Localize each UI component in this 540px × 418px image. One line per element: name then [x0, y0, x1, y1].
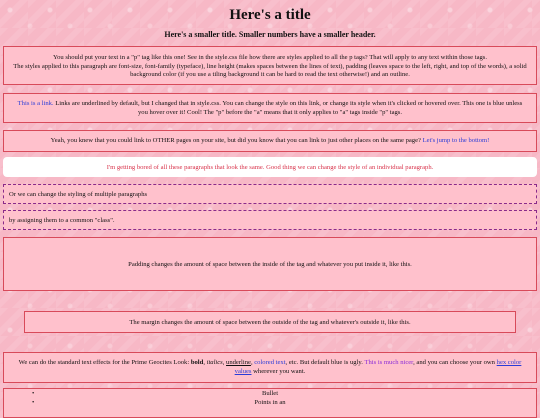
paragraph-anchor — [3, 130, 537, 152]
hex-color-values-link[interactable]: hex color values — [234, 359, 522, 375]
nicer-color-text: This is much nicer — [364, 359, 414, 366]
paragraph-class-1 — [3, 184, 537, 204]
paragraph-text-effects — [3, 352, 537, 383]
paragraph-class-1-text: Or we can change the styling of multiple paragraphs — [9, 191, 148, 198]
separator-text: , — [222, 359, 227, 366]
list-item: • Points in an — [12, 399, 528, 408]
paragraph-class-2-text: by assigning them to a common "class". — [9, 217, 115, 224]
paragraph-padding-text: Padding changes the amount of space between the inside of the tag and whatever you put inside it, like this. — [128, 261, 412, 268]
paragraph-intro — [3, 46, 537, 85]
effects-choose-text: , and you can choose your own — [413, 359, 497, 366]
effects-end-text: wherever you want. — [251, 367, 306, 375]
paragraph-individual-style-text: I'm getting bored of all these paragraphs that look the same. Good thing we can change the style of an individual paragraph. — [106, 164, 434, 171]
effects-middle-text: , etc. But default blue is ugly. — [285, 359, 365, 366]
bold-text: bold — [190, 359, 204, 366]
page-subtitle: Here's a smaller title. Smaller numbers have a smaller header. — [164, 30, 376, 39]
colored-text: colored text — [254, 359, 286, 366]
example-link[interactable]: This is a link. — [17, 100, 54, 107]
paragraph-individual-style — [3, 157, 537, 177]
effects-intro-text: We can do the standard text effects for the Prime Geocites Look: — [18, 359, 191, 366]
paragraph-intro-line1: You should put your text in a "p" tag like this one! See in the style.css file how there are styles applied to all the p tags? That will apply to any text within those tags. — [52, 54, 488, 61]
separator-text: , — [203, 359, 207, 366]
underline-text: underline — [226, 359, 251, 366]
paragraph-class-2 — [3, 210, 537, 230]
jump-to-bottom-link[interactable]: Let's jump to the bottom! — [422, 137, 490, 144]
paragraph-links — [3, 93, 537, 123]
list-item: • Bullet — [12, 390, 528, 399]
paragraph-padding — [3, 237, 537, 291]
paragraph-intro-line2: The styles applied to this paragraph are font-size, font-family (typeface), line height (makes spaces between the lines of text), padding (leaves space to the left, right, and top of the words), a solid background color (if you use a tiling background it can be hard to read the text otherwise!) and an outline. — [13, 62, 527, 79]
paragraph-links-text: Links are underlined by default, but I changed that in style.css. You can change the style on this link, or change its style when it's clicked or hovered over. This one is blue unless you hover over it! Cool! The "p" before the "a" means that it only applies to "a" tags inside "p" tags. — [53, 100, 523, 116]
paragraph-margin-text: The margin changes the amount of space between the outside of the tag and whatever's outside it, like this. — [129, 319, 411, 326]
bullet-list — [3, 388, 537, 418]
paragraph-margin — [24, 311, 516, 333]
separator-text: , — [250, 359, 255, 366]
italic-text: italics — [206, 359, 223, 366]
page-title: Here's a title — [229, 7, 311, 23]
paragraph-anchor-text: Yeah, you knew that you could link to OTHER pages on your site, but did you know that you can link to just other places on the same page? — [50, 137, 423, 144]
